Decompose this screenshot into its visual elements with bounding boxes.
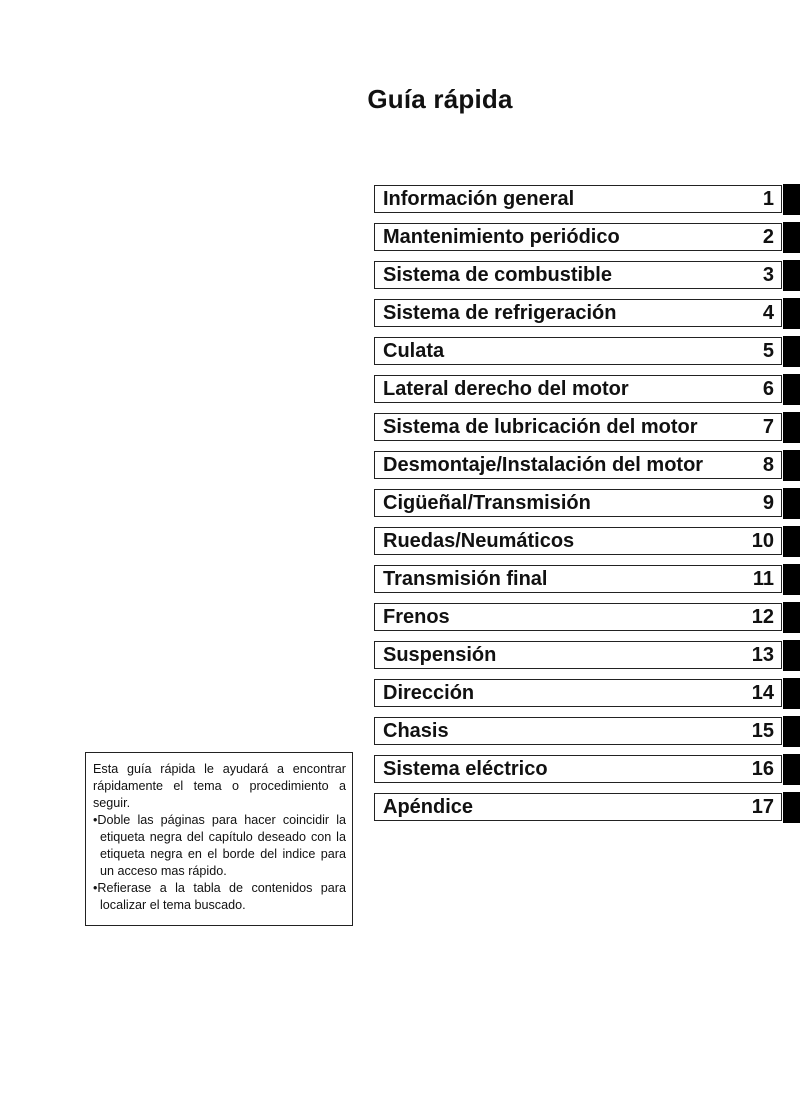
chapter-thumb-tab <box>783 298 800 329</box>
chapter-number: 14 <box>751 681 774 704</box>
chapter-number: 12 <box>751 605 774 628</box>
chapter-link[interactable] <box>374 413 782 441</box>
instructions-bullet-toc: •Refierase a la tabla de contenidos para localizar el tema buscado. <box>93 881 346 912</box>
chapter-number: 3 <box>762 263 774 286</box>
chapter-item <box>374 641 800 671</box>
chapter-label: Sistema de combustible <box>383 263 612 286</box>
chapter-index <box>374 185 800 831</box>
page-title: Guía rápida <box>367 84 513 114</box>
chapter-number: 15 <box>751 719 774 742</box>
chapter-link[interactable] <box>374 565 782 593</box>
chapter-link[interactable] <box>374 793 782 821</box>
instructions-intro: Esta guía rápida le ayudará a encontrar rápidamente el tema o procedimiento a seguir. <box>93 762 346 810</box>
chapter-link[interactable] <box>374 755 782 783</box>
chapter-thumb-tab <box>783 564 800 595</box>
chapter-number: 5 <box>762 339 774 362</box>
chapter-label: Sistema de refrigeración <box>383 301 617 324</box>
chapter-thumb-tab <box>783 184 800 215</box>
chapter-label: Suspensión <box>383 643 497 666</box>
chapter-link[interactable] <box>374 261 782 289</box>
chapter-item <box>374 565 800 595</box>
chapter-thumb-tab <box>783 526 800 557</box>
chapter-item <box>374 717 800 747</box>
chapter-number: 4 <box>762 301 774 324</box>
chapter-number: 17 <box>751 795 774 818</box>
chapter-link[interactable] <box>374 489 782 517</box>
chapter-thumb-tab <box>783 640 800 671</box>
chapter-thumb-tab <box>783 792 800 823</box>
chapter-label: Culata <box>383 339 445 362</box>
chapter-thumb-tab <box>783 336 800 367</box>
chapter-item <box>374 299 800 329</box>
chapter-number: 16 <box>751 757 774 780</box>
chapter-link[interactable] <box>374 451 782 479</box>
chapter-link[interactable] <box>374 603 782 631</box>
chapter-item <box>374 603 800 633</box>
chapter-thumb-tab <box>783 754 800 785</box>
chapter-link[interactable] <box>374 299 782 327</box>
chapter-number: 2 <box>762 225 774 248</box>
chapter-link[interactable] <box>374 527 782 555</box>
chapter-thumb-tab <box>783 222 800 253</box>
chapter-item <box>374 185 800 215</box>
chapter-number: 11 <box>752 567 774 590</box>
chapter-link[interactable] <box>374 717 782 745</box>
chapter-item <box>374 413 800 443</box>
chapter-link[interactable] <box>374 223 782 251</box>
chapter-link[interactable] <box>374 641 782 669</box>
chapter-label: Frenos <box>383 605 450 628</box>
chapter-item <box>374 755 800 785</box>
instructions-box <box>85 752 353 926</box>
chapter-number: 8 <box>762 453 774 476</box>
chapter-label: Lateral derecho del motor <box>383 377 629 400</box>
chapter-label: Apéndice <box>383 795 474 818</box>
chapter-item <box>374 337 800 367</box>
chapter-link[interactable] <box>374 337 782 365</box>
chapter-item <box>374 261 800 291</box>
chapter-thumb-tab <box>783 412 800 443</box>
chapter-thumb-tab <box>783 260 800 291</box>
chapter-label: Sistema de lubricación del motor <box>383 415 698 438</box>
chapter-thumb-tab <box>783 716 800 747</box>
chapter-thumb-tab <box>783 678 800 709</box>
chapter-item <box>374 451 800 481</box>
chapter-label: Desmontaje/Instalación del motor <box>383 453 704 476</box>
chapter-item <box>374 793 800 823</box>
chapter-label: Información general <box>383 187 575 210</box>
chapter-label: Sistema eléctrico <box>383 757 548 780</box>
chapter-label: Dirección <box>383 681 475 704</box>
chapter-number: 7 <box>762 415 774 438</box>
chapter-thumb-tab <box>783 602 800 633</box>
chapter-number: 6 <box>762 377 774 400</box>
chapter-item <box>374 223 800 253</box>
chapter-label: Cigüeñal/Transmisión <box>383 491 591 514</box>
chapter-number: 13 <box>751 643 774 666</box>
chapter-item <box>374 489 800 519</box>
chapter-number: 10 <box>751 529 774 552</box>
chapter-item <box>374 527 800 557</box>
chapter-link[interactable] <box>374 375 782 403</box>
chapter-thumb-tab <box>783 450 800 481</box>
chapter-number: 1 <box>762 187 774 210</box>
chapter-thumb-tab <box>783 374 800 405</box>
chapter-number: 9 <box>762 491 774 514</box>
chapter-link[interactable] <box>374 185 782 213</box>
chapter-label: Chasis <box>383 719 449 742</box>
chapter-label: Transmisión final <box>383 567 548 590</box>
instructions-bullet-fold: •Doble las páginas para hacer coincidir la etiqueta negra del capítulo deseado con la etiqueta negra en el borde del indice para un acceso mas rápido. <box>93 813 346 878</box>
chapter-item <box>374 375 800 405</box>
chapter-link[interactable] <box>374 679 782 707</box>
chapter-item <box>374 679 800 709</box>
chapter-label: Mantenimiento periódico <box>383 225 620 248</box>
chapter-thumb-tab <box>783 488 800 519</box>
chapter-label: Ruedas/Neumáticos <box>383 529 575 552</box>
